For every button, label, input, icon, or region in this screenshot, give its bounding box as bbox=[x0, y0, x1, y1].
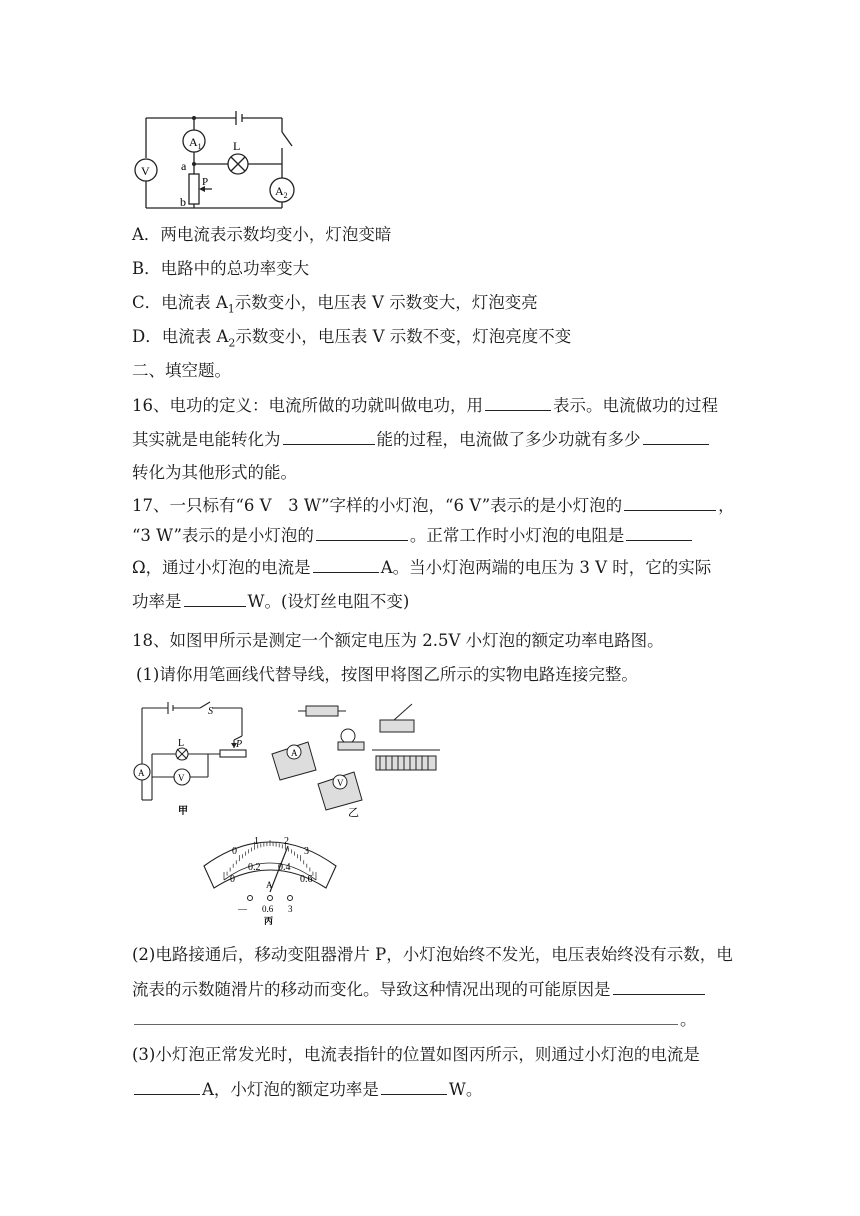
dial-top-tick-2: 2 bbox=[284, 836, 289, 847]
q18-part3-line1: (3)小灯泡正常发光时，电流表指针的位置如图丙所示，则通过小灯泡的电流是 bbox=[132, 1045, 700, 1064]
dial-unit: A bbox=[266, 880, 273, 890]
q18-part2-line2: 流表的示数随滑片的移动而变化。导致这种情况出现的可能原因是 bbox=[132, 978, 707, 1001]
ammeter-a2-label: $A_2$ bbox=[275, 184, 288, 200]
option-c: C．电流表 $A_1$示数变小，电压表 V 示数变大，灯泡变亮 bbox=[132, 293, 538, 316]
caption-yi: 乙 bbox=[348, 807, 359, 819]
dial-bottom-tick-2: 0.4 bbox=[278, 862, 291, 873]
circuit-diagram-1 bbox=[132, 108, 312, 216]
option-d: D．电流表 $A_2$示数变小，电压表 V 示数不变，灯泡亮度不变 bbox=[132, 327, 572, 350]
lamp-label: L bbox=[233, 139, 241, 153]
q18-part2-line3: 。 bbox=[132, 1008, 697, 1031]
point-b-label: b bbox=[180, 195, 186, 209]
q18-part1: (1)请你用笔画线代替导线，按图甲将图乙所示的实物电路连接完整。 bbox=[136, 665, 638, 684]
q18-part2-line1: (2)电路接通后，移动变阻器滑片 P，小灯泡始终不发光，电压表始终没有示数，电 bbox=[132, 945, 733, 964]
q17-line4: 功率是 W。(设灯丝电阻不变) bbox=[132, 592, 410, 611]
q18-title: 18、如图甲所示是测定一个额定电压为 2.5V 小灯泡的额定功率电路图。 bbox=[132, 631, 664, 650]
dial-top-tick-1: 1 bbox=[254, 836, 259, 847]
lamp-l-label: L bbox=[178, 738, 185, 749]
circuit-diagram-jia bbox=[132, 700, 252, 818]
slider-p-label: P bbox=[202, 176, 209, 188]
voltmeter-label: V bbox=[178, 773, 185, 783]
dial-top-tick-0: 0 bbox=[232, 846, 237, 857]
components-figure-yi bbox=[268, 698, 448, 820]
voltmeter-face-label: V bbox=[337, 778, 344, 788]
option-a: A．两电流表示数均变小，灯泡变暗 bbox=[132, 225, 392, 244]
dial-bottom-tick-1: 0.2 bbox=[248, 862, 261, 873]
q18-part3-line2: A，小灯泡的额定功率是 W。 bbox=[132, 1078, 482, 1101]
ammeter-dial-bing bbox=[200, 826, 340, 928]
section-heading: 二、填空题。 bbox=[132, 361, 231, 380]
ammeter-face-label: A bbox=[291, 748, 298, 758]
dial-bottom-tick-3: 0.6 bbox=[300, 874, 313, 885]
point-a-label: a bbox=[181, 159, 187, 173]
ammeter-label: A bbox=[138, 768, 145, 778]
q16-line1: 16、电功的定义：电流所做的功就叫做电功，用 表示。电流做功的过程 bbox=[132, 396, 718, 415]
caption-jia: 甲 bbox=[178, 806, 188, 817]
terminal-06: 0.6 bbox=[262, 904, 274, 914]
slider-p-label: P bbox=[236, 739, 243, 750]
terminal-neg: — bbox=[238, 904, 247, 914]
dial-bottom-tick-0: 0 bbox=[230, 874, 235, 885]
caption-bing: 丙 bbox=[264, 916, 274, 926]
q17-line2: “3 W”表示的是小灯泡的 。正常工作时小灯泡的电阻是 bbox=[132, 524, 694, 547]
q17-line1: 17、一只标有“6 V 3 W”字样的小灯泡，“6 V”表示的是小灯泡的 ， bbox=[132, 496, 735, 515]
option-b: B．电路中的总功率变大 bbox=[132, 259, 310, 278]
q16-line2: 其实就是电能转化为 能的过程，电流做了多少功就有多少 bbox=[132, 428, 711, 451]
q16-line3: 转化为其他形式的能。 bbox=[132, 463, 297, 482]
voltmeter-label: V bbox=[141, 164, 150, 178]
switch-s-label: S bbox=[208, 706, 213, 717]
q17-line3: Ω，通过小灯泡的电流是 A。当小灯泡两端的电压为 3 V 时，它的实际 bbox=[132, 558, 712, 577]
terminal-3: 3 bbox=[288, 904, 293, 914]
ammeter-a1-label: $A_1$ bbox=[189, 135, 202, 151]
dial-top-tick-3: 3 bbox=[304, 846, 309, 857]
